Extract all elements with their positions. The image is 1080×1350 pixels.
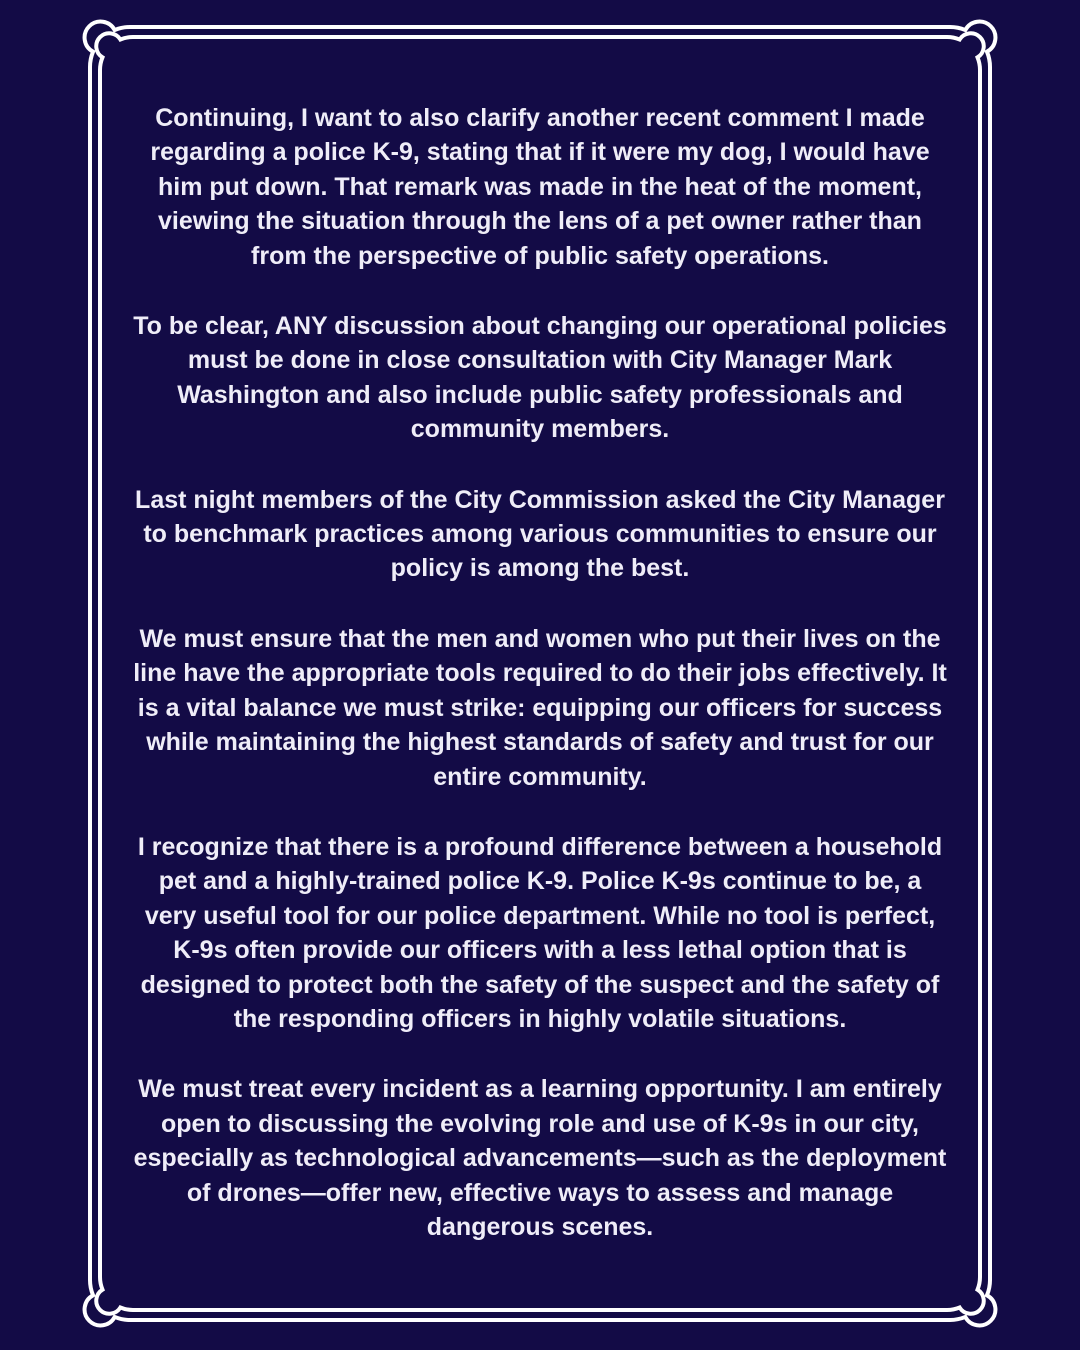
statement-paragraph-1: Continuing, I want to also clarify another recent comment I made regarding a police K-9, stating that if it were my dog, I would have him put down. That remark was made in the heat of the moment, viewing the situation through the lens of a pet owner rather than from the perspective of public safety operations. xyxy=(150,104,930,270)
statement-paragraph-5: I recognize that there is a profound difference between a household pet and a highly-trained police K-9. Police K-9s continue to be, a very useful tool for our police department. While no tool is perfect, K-9s often provide our officers with a less lethal option that is designed to protect both the safety of the suspect and the safety of the responding officers in highly volatile situations. xyxy=(137,832,943,1033)
statement-paragraph-3: Last night members of the City Commission asked the City Manager to benchmark practices among various communities to ensure our policy is among the best. xyxy=(135,485,945,583)
statement-text xyxy=(130,101,950,1244)
statement-paragraph-2: To be clear, ANY discussion about changing our operational policies must be done in close consultation with City Manager Mark Washington and also include public safety professionals and community members. xyxy=(133,312,947,444)
statement-paragraph-4: We must ensure that the men and women who put their lives on the line have the appropriate tools required to do their jobs effectively. It is a vital balance we must strike: equipping our officers for success while maintaining the highest standards of safety and trust for our entire community. xyxy=(133,624,947,791)
statement-paragraph-6: We must treat every incident as a learning opportunity. I am entirely open to discussing the evolving role and use of K-9s in our city, especially as technological advancements—such as the deployment of drones—offer new, effective ways to assess and manage dangerous scenes. xyxy=(133,1075,947,1241)
